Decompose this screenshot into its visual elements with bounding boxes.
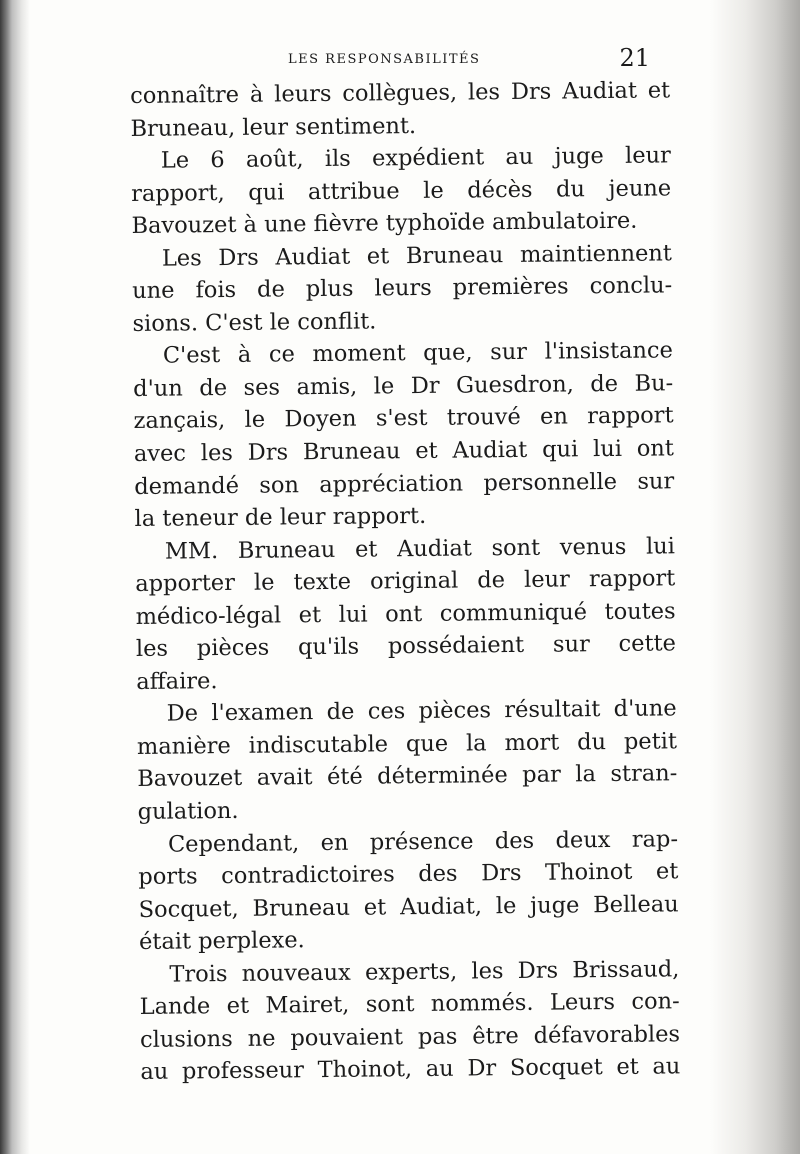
text-line: Les Drs Audiat et Bruneau maintiennent: [161, 240, 672, 272]
running-title: LES RESPONSABILITÉS: [288, 52, 481, 67]
page-number: 21: [619, 44, 650, 72]
text-line: gulation.: [137, 797, 239, 825]
text-line: d'un de ses amis, le Dr Guesdron, de Bu-: [133, 370, 674, 402]
text-line: Lande et Mairet, sont nommés. Leurs con-: [139, 988, 680, 1021]
text-line: zançais, le Doyen s'est trouvé en rapport: [133, 402, 674, 435]
text-line: demandé son appréciation personnelle sur: [134, 467, 675, 500]
text-line: était perplexe.: [138, 927, 305, 956]
text-line: avec les Drs Bruneau et Audiat qui lui ont: [133, 435, 675, 467]
text-line: la teneur de leur rapport.: [134, 503, 427, 533]
text-line: au professeur Thoinot, au Dr Socquet et au: [140, 1053, 681, 1086]
text-line: De l'examen de ces pièces résultait d'une: [166, 695, 677, 728]
page-edge-shadow: [710, 0, 800, 1154]
text-line: sions. C'est le conflit.: [132, 308, 377, 337]
text-line: Trois nouveaux experts, les Drs Brissaud,: [169, 956, 680, 988]
text-line: Le 6 août, ils expédient au juge leur: [160, 142, 671, 174]
text-line: les pièces qu'ils possédaient sur cette: [135, 630, 677, 663]
text-line: médico-légal et lui ont communiqué toutes: [135, 598, 676, 630]
text-line: connaître à leurs collègues, les Drs Audiat et: [130, 77, 671, 109]
text-line: rapport, qui attribue le décès du jeune: [131, 174, 672, 207]
text-line: ports contradictoires des Drs Thoinot et: [138, 858, 679, 891]
text-line: MM. Bruneau et Audiat sont venus lui: [164, 532, 676, 565]
text-line: Bruneau, leur sentiment.: [130, 112, 417, 142]
text-line: Socquet, Bruneau et Audiat, le juge Belleau: [138, 890, 679, 923]
text-line: clusions ne pouvaient pas être défavorables: [139, 1021, 681, 1053]
body-text: [130, 74, 681, 1089]
text-line: Cependant, en présence des deux rap-: [167, 825, 679, 858]
text-line: Bavouzet avait été déterminée par la stran-: [137, 760, 678, 793]
text-line: C'est à ce moment que, sur l'insistance: [162, 337, 674, 370]
running-header: [130, 44, 660, 76]
text-line: manière indiscutable que la mort du petit: [136, 728, 678, 760]
text-line: une fois de plus leurs premières conclu-: [132, 272, 673, 305]
text-line: Bavouzet à une fièvre typhoïde ambulatoire.: [131, 207, 638, 240]
page-gutter-shadow: [0, 0, 30, 1154]
text-line: affaire.: [136, 667, 218, 695]
text-line: apporter le texte original de leur rapport: [135, 565, 676, 598]
